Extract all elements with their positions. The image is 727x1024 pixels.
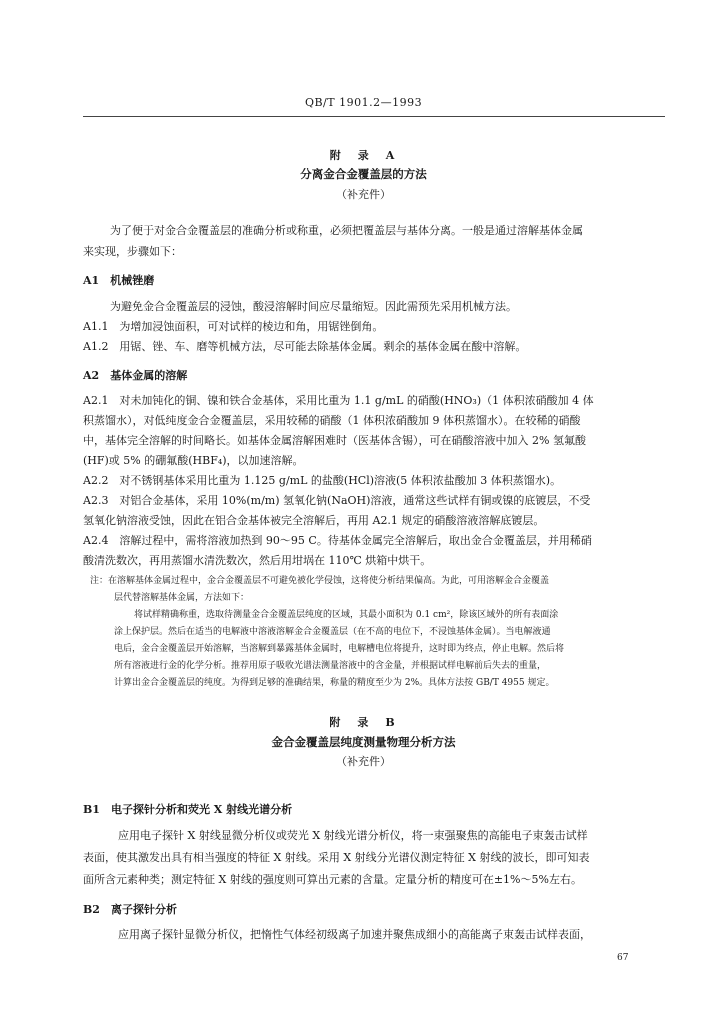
clause-a2-4-line-1: A2.4 溶解过程中，需将溶液加热到 90～95 C。待基体金属完全溶解后，取出金合金覆盖层，并用稀硝 — [83, 534, 592, 547]
clause-a2-1-line-1: A2.1 对未加钝化的铜、镍和铁合金基体，采用比重为 1.1 g/mL 的硝酸(HNO₃)（1 体积浓硝酸加 4 体 — [83, 394, 594, 407]
clause-a2-2: A2.2 对不锈钢基体采用比重为 1.125 g/mL 的盐酸(HCl)溶液(5 体积浓盐酸加 3 体积蒸馏水)。 — [83, 474, 562, 487]
note-line-3: 将试样精确称重，选取待测量金合金覆盖层纯度的区域，其最小面积为 0.1 cm²，除该区域外的所有表面涂 — [134, 610, 559, 620]
note-line-1: 注：在溶解基体金属过程中，金合金覆盖层不可避免被化学侵蚀，这将使分析结果偏高。为此，可用溶解金合金覆盖 — [90, 576, 550, 586]
section-b2-line-1: 应用离子探针显微分析仪，把惰性气体经初级离子加速并聚焦成细小的高能离子束轰击试样表面， — [118, 928, 591, 941]
page-number: 67 — [617, 953, 629, 963]
appendix-a-heading: 附 录 A — [329, 149, 398, 162]
clause-a1-2: A1.2 用锯、锉、车、磨等机械方法，尽可能去除基体金属。剩余的基体金属在酸中溶解。 — [83, 340, 527, 353]
section-b1-line-3: 面所含元素种类；测定特征 X 射线的强度则可算出元素的含量。定量分析的精度可在±1%～5%左右。 — [83, 873, 582, 886]
clause-a2-1-line-2: 积蒸馏水），对低纯度金合金覆盖层，采用较稀的硝酸（1 体积浓硝酸加 9 体积蒸馏水）。在较稀的硝酸 — [83, 414, 581, 427]
appendix-b-heading: 附 录 B — [329, 716, 398, 729]
clause-a1-1: A1.1 为增加浸蚀面积，可对试样的棱边和角，用锯锉倒角。 — [83, 320, 384, 333]
note-line-6: 所有溶液进行金的化学分析。推荐用原子吸收光谱法测量溶液中的含金量，并根据试样电解前后失去的重量， — [114, 661, 547, 671]
intro-line-2: 来实现，步骤如下： — [83, 245, 182, 258]
section-b2-heading: B2 离子探针分析 — [83, 903, 177, 916]
clause-a2-3-line-1: A2.3 对铝合金基体，采用 10%(m/m) 氢氧化钠(NaOH)溶液，通常这些试样有铜或镍的底镀层，不受 — [83, 494, 591, 507]
note-line-5: 电后，金合金覆盖层开始溶解，当溶解到暴露基体金属时，电解槽电位将提升，这时即为终点，停止电解。然后将 — [114, 644, 565, 654]
section-b1-heading: B1 电子探针分析和荧光 X 射线光谱分析 — [83, 803, 293, 816]
clause-a2-3-line-2: 氢氧化钠溶液受蚀，因此在铝合金基体被完全溶解后，再用 A2.1 规定的硝酸溶液溶解底镀层。 — [83, 514, 545, 527]
clause-a2-1-line-4: (HF)或 5% 的硼氟酸(HBF₄)，以加速溶解。 — [83, 454, 304, 467]
intro-line-1: 为了便于对金合金覆盖层的准确分析或称重，必须把覆盖层与基体分离。一般是通过溶解基体金属 — [110, 224, 583, 237]
note-line-2: 层代替溶解基体金属，方法如下： — [114, 593, 250, 603]
section-b1-line-1: 应用电子探针 X 射线显微分析仪或荧光 X 射线光谱分析仪，将一束强聚焦的高能电子束轰击试样 — [118, 829, 588, 842]
section-a2-heading: A2 基体金属的溶解 — [83, 369, 188, 382]
note-line-4: 涂上保护层。然后在适当的电解液中溶液溶解金合金覆盖层（在不高的电位下，不浸蚀基体金属）。当电解液通 — [114, 627, 551, 637]
appendix-b-title: 金合金覆盖层纯度测量物理分析方法 — [271, 735, 456, 749]
clause-a2-4-line-2: 酸清洗数次，再用蒸馏水清洗数次，然后用坩埚在 110℃ 烘箱中烘干。 — [83, 554, 432, 567]
appendix-a-title: 分离金合金覆盖层的方法 — [300, 167, 427, 181]
header-rule — [83, 116, 665, 117]
section-a1-paragraph: 为避免金合金覆盖层的浸蚀，酸浸溶解时间应尽量缩短。因此需预先采用机械方法。 — [110, 300, 517, 313]
appendix-a-subtitle: （补充件） — [336, 188, 391, 201]
appendix-b-subtitle: （补充件） — [336, 755, 391, 768]
note-line-7: 计算出金合金覆盖层的纯度。为得到足够的准确结果，称量的精度至少为 2%。具体方法按 GB/T 4955 规定。 — [114, 678, 555, 688]
section-a1-heading: A1 机械锉磨 — [83, 274, 155, 287]
section-b1-line-2: 表面，使其激发出具有相当强度的特征 X 射线。采用 X 射线分光谱仪测定特征 X 射线的波长，即可知表 — [83, 851, 590, 864]
clause-a2-1-line-3: 中，基体完全溶解的时间略长。如基体金属溶解困难时（医基体含锡），可在硝酸溶液中加入 2% 氢氟酸 — [83, 434, 586, 447]
standard-code: QB/T 1901.2—1993 — [304, 96, 423, 109]
